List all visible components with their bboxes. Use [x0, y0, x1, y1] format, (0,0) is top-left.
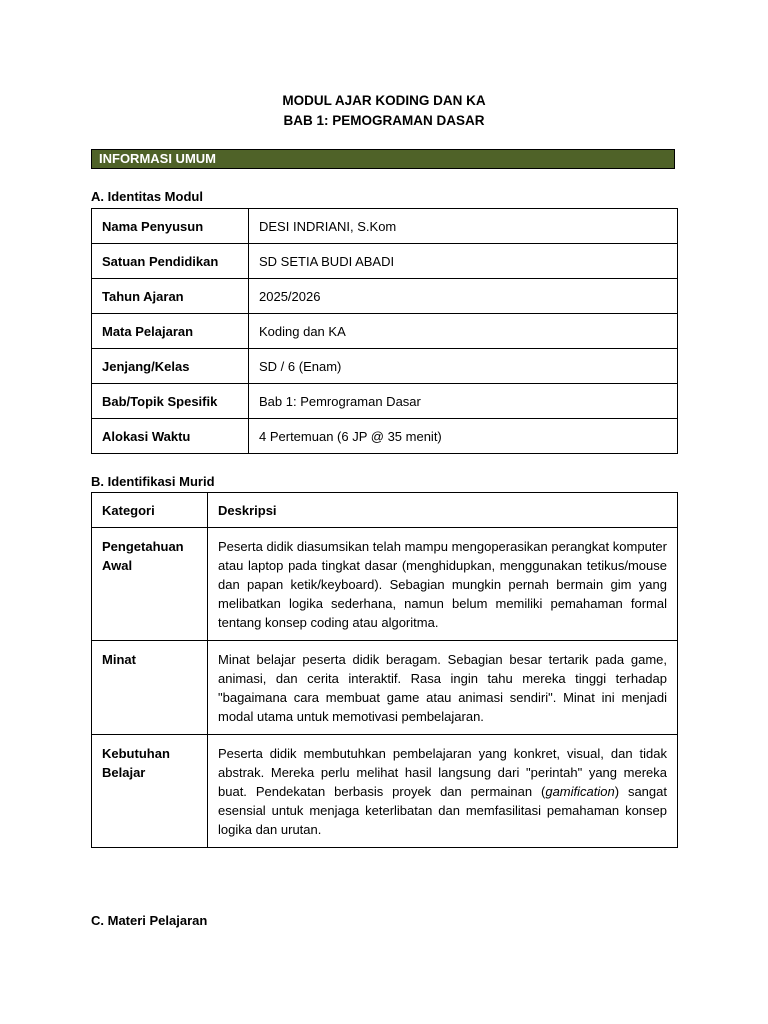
- row-value: SD SETIA BUDI ABADI: [249, 244, 678, 279]
- table-row: [92, 314, 678, 349]
- desc-text: ) sangat esensial untuk menjaga keterlibatan dan memfasilitasi pemahaman konsep logika dan urutan.: [218, 784, 667, 837]
- row-key: Nama Penyusun: [92, 209, 249, 244]
- row-description: Peserta didik diasumsikan telah mampu mengoperasikan perangkat komputer atau laptop pada tingkat dasar (menghidupkan, menggunakan tetikus/mouse dan papan ketik/keyboard). Sebagian mungkin pernah bermain gim yang melibatkan logika sederhana, namun belum memiliki pemahaman formal tentang konsep coding atau algoritma.: [208, 528, 678, 641]
- table-row: [92, 384, 678, 419]
- section-a-heading: A. Identitas Modul: [91, 189, 203, 204]
- row-value: 2025/2026: [249, 279, 678, 314]
- table-header-row: [92, 493, 678, 528]
- row-description: [208, 735, 678, 848]
- row-key: Kebutuhan Belajar: [92, 735, 208, 848]
- row-value: SD / 6 (Enam): [249, 349, 678, 384]
- section-banner: INFORMASI UMUM: [91, 149, 675, 169]
- table-row: [92, 528, 678, 641]
- column-header-kategori: Kategori: [92, 493, 208, 528]
- table-row: [92, 641, 678, 735]
- row-key: Minat: [92, 641, 208, 735]
- row-value: Koding dan KA: [249, 314, 678, 349]
- table-row: [92, 244, 678, 279]
- row-key: Bab/Topik Spesifik: [92, 384, 249, 419]
- row-value: DESI INDRIANI, S.Kom: [249, 209, 678, 244]
- section-c-heading: C. Materi Pelajaran: [91, 913, 208, 928]
- section-b-heading: B. Identifikasi Murid: [91, 474, 215, 489]
- column-header-deskripsi: Deskripsi: [208, 493, 678, 528]
- row-key: Tahun Ajaran: [92, 279, 249, 314]
- row-description: Minat belajar peserta didik beragam. Sebagian besar tertarik pada game, animasi, dan cerita interaktif. Rasa ingin tahu mereka tinggi terhadap "bagaimana cara membuat game atau animasi sendiri". Minat ini menjadi modal utama untuk memotivasi pembelajaran.: [208, 641, 678, 735]
- identifikasi-murid-table: [91, 492, 678, 848]
- row-key: Pengetahuan Awal: [92, 528, 208, 641]
- row-key: Mata Pelajaran: [92, 314, 249, 349]
- desc-italic-term: gamification: [545, 784, 615, 799]
- table-row: [92, 279, 678, 314]
- table-row: [92, 349, 678, 384]
- table-row: [92, 419, 678, 454]
- identitas-modul-table: [91, 208, 678, 454]
- document-subtitle: BAB 1: PEMOGRAMAN DASAR: [283, 113, 485, 128]
- table-row: [92, 735, 678, 848]
- document-title: MODUL AJAR KODING DAN KA: [282, 93, 486, 108]
- row-key: Jenjang/Kelas: [92, 349, 249, 384]
- row-value: Bab 1: Pemrograman Dasar: [249, 384, 678, 419]
- row-key: Satuan Pendidikan: [92, 244, 249, 279]
- desc-text: Peserta didik membutuhkan pembelajaran yang konkret, visual, dan tidak abstrak. Mereka perlu melihat hasil langsung dari "perintah" yang mereka buat. Pendekatan berbasis proyek dan permainan (: [218, 746, 667, 799]
- row-value: 4 Pertemuan (6 JP @ 35 menit): [249, 419, 678, 454]
- table-row: [92, 209, 678, 244]
- row-key: Alokasi Waktu: [92, 419, 249, 454]
